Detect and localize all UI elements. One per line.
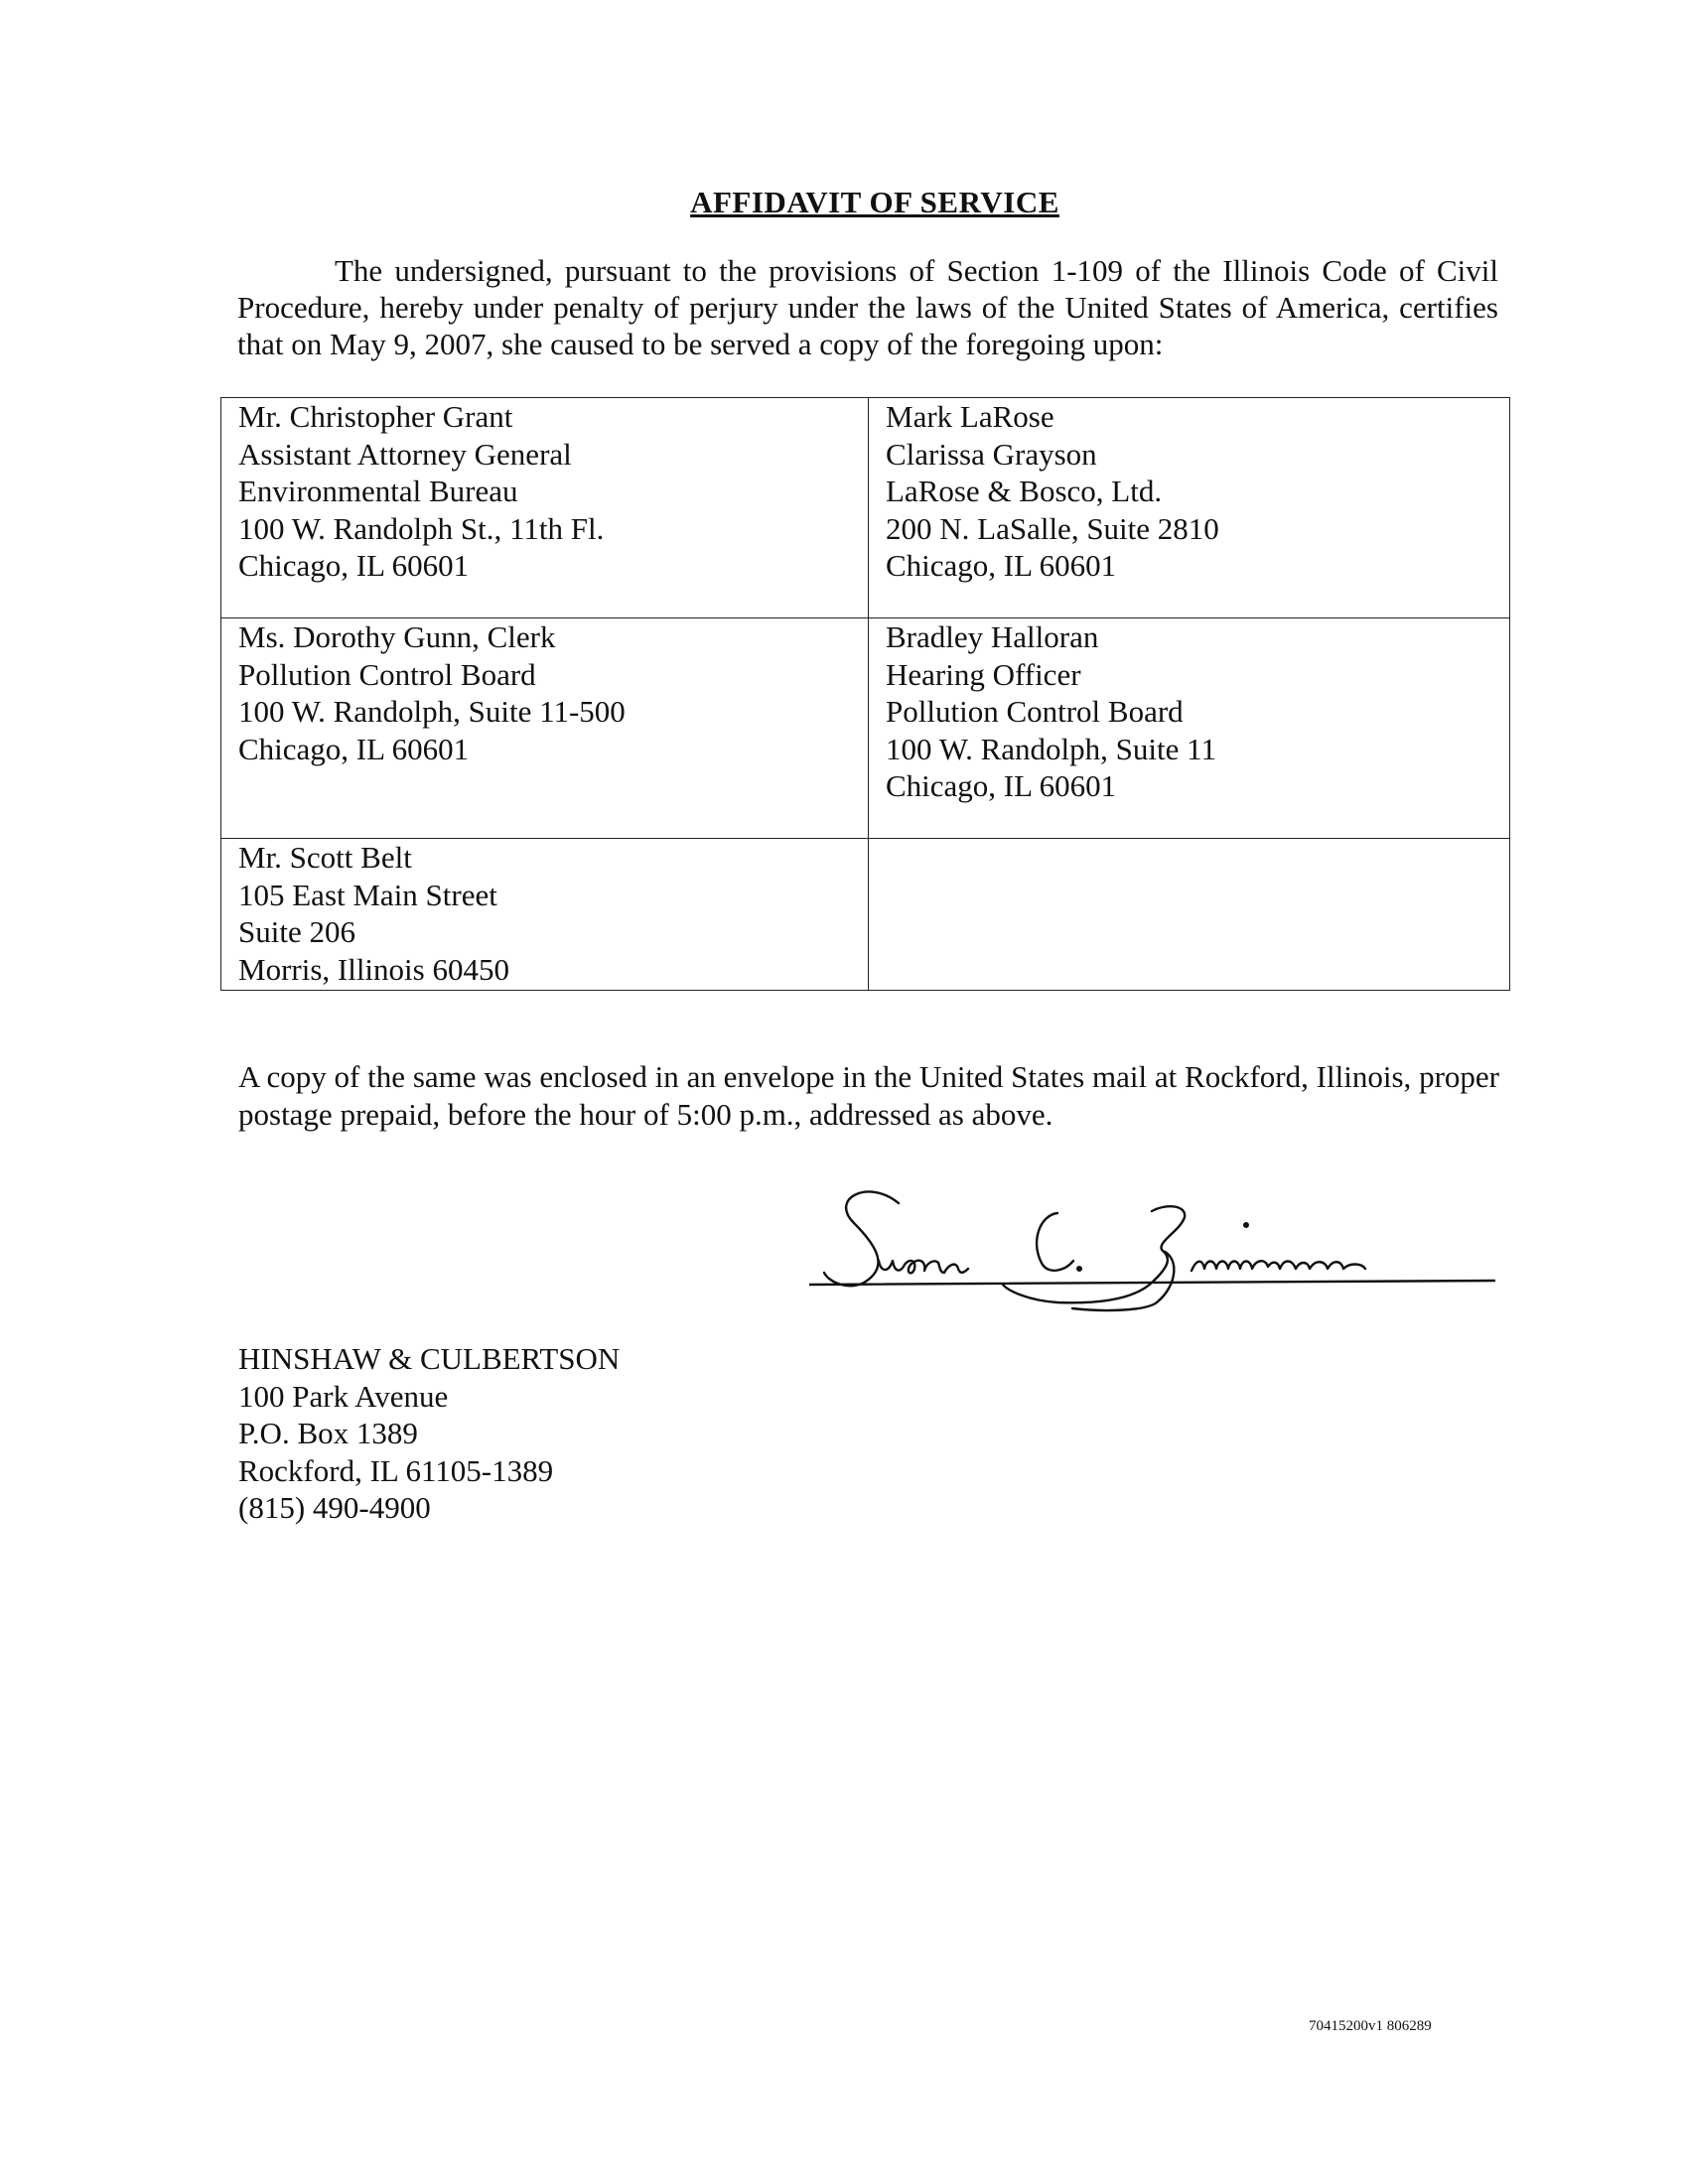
- recipient-line: Pollution Control Board: [238, 656, 536, 692]
- intro-paragraph: [237, 252, 1498, 362]
- recipient-line: 105 East Main Street: [238, 877, 497, 912]
- firm-city: Rockford, IL 61105-1389: [238, 1452, 554, 1488]
- recipient-line: Hearing Officer: [886, 656, 1081, 692]
- document-id: 70415200v1 806289: [1309, 2018, 1432, 2034]
- signature: [809, 1173, 1504, 1332]
- recipient-name: Mr. Scott Belt: [238, 840, 412, 875]
- recipient-line: Morris, Illinois 60450: [238, 951, 509, 987]
- recipient-line: 200 N. LaSalle, Suite 2810: [886, 510, 1219, 546]
- firm-street: 100 Park Avenue: [238, 1378, 449, 1414]
- recipient-line: Chicago, IL 60601: [886, 768, 1117, 803]
- table-row: [221, 839, 1510, 991]
- recipient-name: Mr. Christopher Grant: [238, 399, 513, 434]
- firm-phone: (815) 490-4900: [238, 1490, 431, 1525]
- service-list-table: [220, 397, 1510, 991]
- recipient-cell: [869, 618, 1510, 839]
- recipient-line: Environmental Bureau: [238, 474, 518, 508]
- recipient-line: Chicago, IL 60601: [886, 548, 1117, 583]
- firm-address-block: [238, 1340, 620, 1527]
- firm-po-box: P.O. Box 1389: [238, 1416, 418, 1450]
- recipient-line: Chicago, IL 60601: [238, 731, 470, 766]
- recipient-line: Chicago, IL 60601: [238, 548, 470, 583]
- empty-cell: [869, 839, 1510, 991]
- table-row: [221, 398, 1510, 618]
- recipient-cell: [869, 398, 1510, 618]
- recipient-cell: [221, 398, 869, 618]
- recipient-line: 100 W. Randolph St., 11th Fl.: [238, 510, 605, 546]
- recipient-name: Ms. Dorothy Gunn, Clerk: [238, 619, 556, 654]
- recipient-cell: [221, 618, 869, 839]
- recipient-name: Bradley Halloran: [886, 619, 1099, 654]
- recipient-cell: [221, 839, 869, 991]
- recipient-line: Assistant Attorney General: [238, 436, 572, 472]
- recipient-line: Clarissa Grayson: [886, 436, 1097, 472]
- mailing-statement: A copy of the same was enclosed in an envelope in the United States mail at Rockford, Illinois, proper postage prepaid, before the hour of 5:00 p.m., addressed as above.: [238, 1059, 1499, 1132]
- recipient-line: Suite 206: [238, 914, 355, 949]
- recipient-line: 100 W. Randolph, Suite 11: [886, 731, 1216, 766]
- recipient-line: Pollution Control Board: [886, 694, 1184, 729]
- recipient-name: Mark LaRose: [886, 399, 1054, 434]
- document-title: AFFIDAVIT OF SERVICE: [690, 185, 1059, 219]
- firm-name: HINSHAW & CULBERTSON: [238, 1341, 621, 1376]
- table-row: [221, 618, 1510, 839]
- intro-text: The undersigned, pursuant to the provisions of Section 1-109 of the Illinois Code of Civil Procedure, hereby under penalty of perjury under the laws of the United States of America, certifies that on May 9, 2007, she caused to be served a copy of the foregoing upon:: [237, 253, 1498, 361]
- recipient-line: 100 W. Randolph, Suite 11-500: [238, 694, 626, 729]
- recipient-line: LaRose & Bosco, Ltd.: [886, 474, 1163, 508]
